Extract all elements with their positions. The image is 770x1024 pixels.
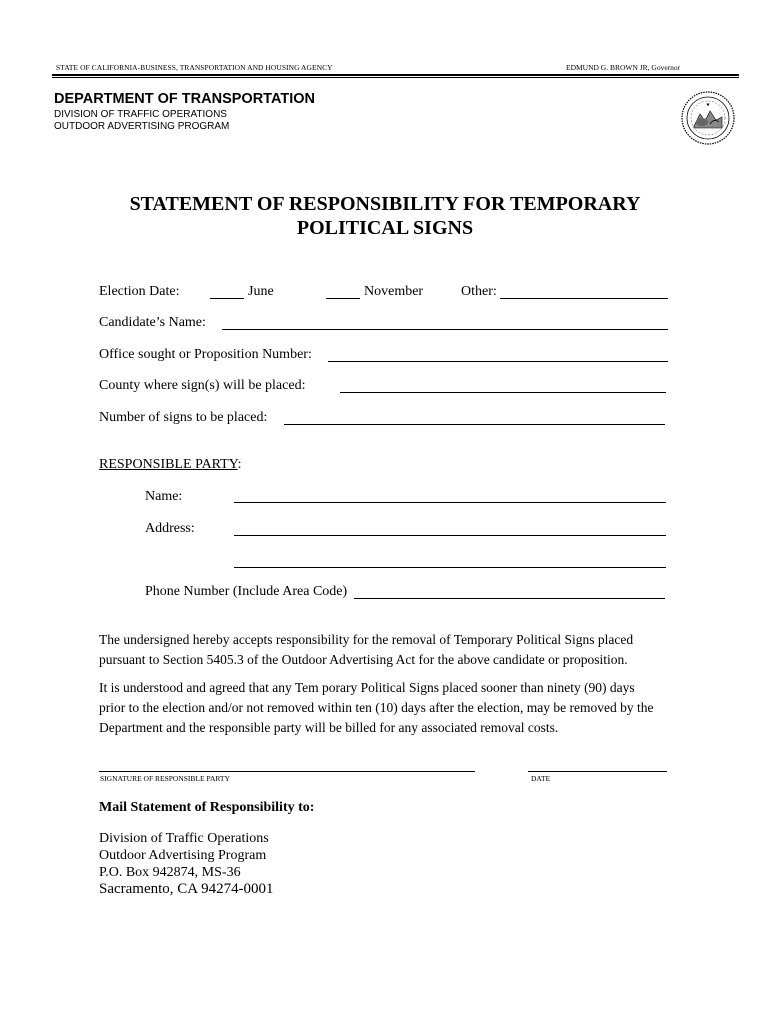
responsible-party-heading-colon: : xyxy=(237,457,242,472)
rp-name-field[interactable] xyxy=(234,502,666,503)
form-title xyxy=(0,192,770,240)
november-label: November xyxy=(364,284,424,299)
rp-phone-label: Phone Number (Include Area Code) xyxy=(145,584,348,599)
address-line-4: Sacramento, CA 94274-0001 xyxy=(99,881,274,897)
governor-name: EDMUND G. BROWN JR, Governor xyxy=(566,63,681,72)
rp-address-field-2[interactable] xyxy=(234,567,666,568)
candidate-name-field[interactable] xyxy=(222,329,668,330)
acceptance-line-1: The undersigned hereby accepts responsibility for the removal of Temporary Political Signs placed xyxy=(99,632,634,647)
rp-address-label: Address: xyxy=(145,521,195,536)
signs-count-field[interactable] xyxy=(284,424,665,425)
rp-address-field-1[interactable] xyxy=(234,535,666,536)
election-date-label: Election Date: xyxy=(99,284,180,299)
office-field[interactable] xyxy=(328,361,668,362)
county-field[interactable] xyxy=(340,392,666,393)
date-field[interactable] xyxy=(528,771,667,772)
program-name: OUTDOOR ADVERTISING PROGRAM xyxy=(54,121,230,132)
form-title-line2: POLITICAL SIGNS xyxy=(296,217,474,239)
november-checkbox-line[interactable] xyxy=(326,298,360,299)
signature-label: SIGNATURE OF RESPONSIBLE PARTY xyxy=(100,774,230,783)
address-line-3: P.O. Box 942874, MS-36 xyxy=(99,865,241,880)
form-title-line1: STATEMENT OF RESPONSIBILITY FOR TEMPORARY xyxy=(129,193,641,215)
state-seal-icon xyxy=(680,90,736,146)
office-label: Office sought or Proposition Number: xyxy=(99,347,312,362)
june-checkbox-line[interactable] xyxy=(210,298,244,299)
agency-name: STATE OF CALIFORNIA-BUSINESS, TRANSPORTATION AND HOUSING AGENCY xyxy=(56,63,333,72)
acceptance-line-2: pursuant to Section 5405.3 of the Outdoor Advertising Act for the above candidate or proposition. xyxy=(99,652,628,667)
other-label: Other: xyxy=(461,284,497,299)
rp-name-label: Name: xyxy=(145,489,183,504)
responsible-party-heading xyxy=(99,457,241,473)
header-rule-thin xyxy=(52,77,739,78)
mail-heading: Mail Statement of Responsibility to: xyxy=(99,800,315,815)
mailing-address xyxy=(99,830,274,898)
division-name: DIVISION OF TRAFFIC OPERATIONS xyxy=(54,109,227,120)
responsible-party-heading-text: RESPONSIBLE PARTY xyxy=(99,457,238,472)
address-line-1: Division of Traffic Operations xyxy=(99,831,269,846)
agreement-line-3: Department and the responsible party will be billed for any associated removal costs. xyxy=(99,720,559,735)
address-line-2: Outdoor Advertising Program xyxy=(99,848,267,863)
acceptance-paragraph xyxy=(99,630,699,670)
rp-phone-field[interactable] xyxy=(354,598,665,599)
june-label: June xyxy=(248,284,274,299)
candidate-name-label: Candidate’s Name: xyxy=(99,315,206,330)
agreement-line-2: prior to the election and/or not removed within ten (10) days after the election, may be removed by the xyxy=(99,700,654,715)
other-date-field[interactable] xyxy=(500,298,668,299)
agreement-paragraph xyxy=(99,678,719,738)
date-label: DATE xyxy=(531,774,551,783)
county-label: County where sign(s) will be placed: xyxy=(99,378,306,393)
signature-field[interactable] xyxy=(99,771,475,772)
signs-count-label: Number of signs to be placed: xyxy=(99,410,268,425)
agreement-line-1: It is understood and agreed that any Tem porary Political Signs placed sooner than ninety (90) days xyxy=(99,680,635,695)
department-title: DEPARTMENT OF TRANSPORTATION xyxy=(54,91,315,107)
svg-text:★: ★ xyxy=(705,102,711,108)
header-rule xyxy=(52,74,739,76)
